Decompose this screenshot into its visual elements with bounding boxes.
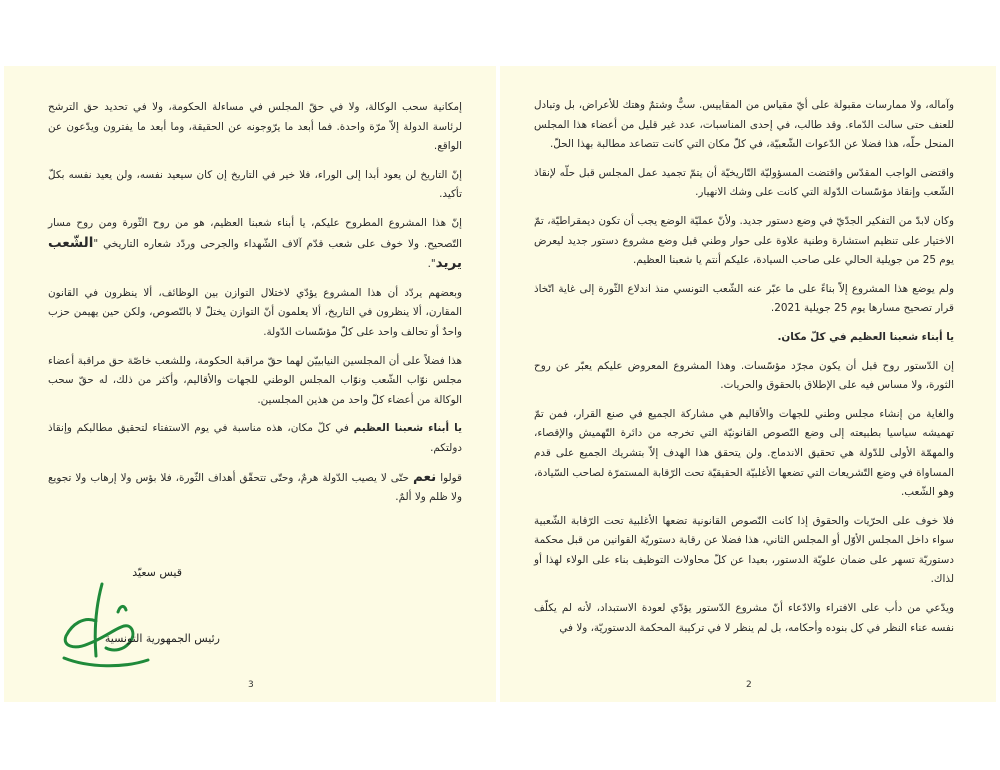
page-left [4,66,500,702]
paragraph-end: ". [427,258,436,271]
paragraph-text: في كلّ مكان، هذه مناسبة في يوم الاستفتاء لتحقيق مطالبكم وإنقاذ دولتكم. [48,422,462,454]
page-number: 2 [746,680,752,690]
paragraph: إنّ التاريخ لن يعود أبدا إلى الوراء، فلا خير في التاريخ إن كان سيعيد نفسه، ولن يعيد نفسه بكلّ تأكيد. [48,168,462,201]
paragraph [48,419,462,458]
paragraph: ويدّعي من دأب على الافتراء والادّعاء أنّ مشروع الدّستور يؤدّي لعودة الاستبداد، لأنه لم يكلّف نفسه عناء النظر في كل بنوده وأحكامه، بل لم ينظر لا في تركيبة المحكمة الدستوريّة، ولا في [534,602,954,634]
paragraph [48,214,462,275]
paragraph: فلا خوف على الحرّيات والحقوق إذا كانت النّصوص القانونية تضعها الأغلبية تحت الرّقابة الشّعبية سواء داخل المجلس الأوّل أو المجلس الثاني، هذا فضلا عن رقابة دستوريّة القوانين من قبل محكمة دستوريّة تسهر على ضمان علويّة الدستور، بعيدا عن كلّ محاولات التوظيف بناء على الولاء لهذا أو لذاك. [534,514,954,586]
paragraph-text: قولوا [436,471,462,484]
address-bold: يا أبناء شعبنا العظيم [353,422,462,435]
page-number: 3 [248,680,254,690]
paragraph: إن الدّستور روح قبل أن يكون مجرّد مؤسّسات. وهذا المشروع المعروض عليكم يعبّر عن روح الثورة، ولا مساس فيه على الإطلاق بالحقوق والحريات. [534,359,954,392]
paragraph: واقتضى الواجب المقدّس واقتضت المسؤوليّة التّاريخيّة أن يتمّ تجميد عمل المجلس قبل حلّه لإنقاذ الشّعب وإنقاذ مؤسّسات الدّولة التي كانت على وشك الانهيار. [534,166,954,199]
right-page-text [534,96,954,647]
section-heading: يا أبناء شعبنا العظيم في كلّ مكان. [777,330,954,343]
signature-name: قيس سعيّد [132,566,182,579]
paragraph: ولم يوضع هذا المشروع إلاّ بناءً على ما عبّر عنه الشّعب التونسي منذ اندلاع الثّورة إلى غاية اتّخاذ قرار تصحيح مسارها يوم 25 جويلية 2021. [534,282,954,315]
paragraph: وبعضهم يردّد أن هذا المشروع يؤدّي لاختلال التوازن بين الوظائف، ألا ينظرون في القانون المقارن، ألا ينظرون في التاريخ، ألا يعلمون أنّ التوازن يختلّ لا بالنّصوص، ولكن حين يهيمن حزب واحدٌ أو تحالف واحد على كلّ مؤسّسات الدّولة. [48,286,462,338]
paragraph: هذا فضلاً على أن المجلسين النيابييّن لهما حقّ مراقبة الحكومة، وللشعب خاصّة حق مراقبة أعضاء مجلس نوّاب الشّعب ونوّاب المجلس الوطني للجهات والأقاليم، وأكثر من ذلك، له حقّ سحب الوكالة من أعضاء كلّ واحد من هذين المجلسين. [48,354,462,406]
paragraph [48,468,462,508]
page-right [500,66,996,702]
naam-bold: نعم [412,468,437,485]
paragraph-text: حتّى لا يصيب الدّولة هرمٌ، وحتّى تتحقّق أهداف الثّورة، فلا بؤس ولا إرهاب ولا تجويع ولا ظلم ولا ألمٌ. [48,471,462,504]
left-page-text [48,98,462,517]
paragraph: وكان لابدّ من التفكير الجدّيّ في وضع دستور جديد. ولأنّ عمليّة الوضع يجب أن تكون ديمقراطيّة، تمّ الاختيار على تنظيم استشارة وطنية علاوة على حوار وطني قبل وضع مشروع دستور جديد ليعرض يوم 25 من جويلية الحالي على صاحب السيادة، عليكم أنتم يا شعبنا العظيم. [534,214,954,267]
paragraph: إمكانية سحب الوكالة، ولا في حقّ المجلس في مساءلة الحكومة، ولا في تحديد حق الترشح لرئاسة الدولة إلاّ مرّة واحدة. فما أبعد ما يرّوجونه عن الحقيقة، وما أبعد ما يفترون ويدّعون عن الواقع. [48,101,462,153]
paragraph: وآماله، ولا ممارسات مقبولة على أيّ مقياس من المقاييس. سبٌّ وشتمٌ وهتك للأعراض، بل وتبادل للعنف حتى سالت الدّماء. وقد طالب، في إحدى المناسبات، عدد غير قليل من أعضاء هذا المجلس المنحل حلّه، هذا فضلا عن الدّعوات الشّعبيّة، في كلّ مكان التي كانت تتصاعد مطالبة بهذا الحلّ. [534,99,954,151]
slogan-bold: الشّعب يريد [48,234,462,272]
paragraph-text: إنّ هذا المشروع المطروح عليكم، يا أبناء شعبنا العظيم، هو من روح الثّورة ومن روح مسار التّصحيح. ولا خوف على شعب قدّم آلاف الشّهداء والجرحى وردّد شعاره التاريخي " [48,216,462,250]
paragraph: والغاية من إنشاء مجلس وطني للجهات والأقاليم هي مشاركة الجميع في صنع القرار، فمن تمّ تهميشه سياسيا بطبيعته إلى وضع النّصوص القانونيّة التي تخرجه من دائرة التّهميش والإقصاء، والمهمّة الأولى للدّولة هي تحقيق الاندماج. ولن يتحقق هذا الهدف إلاّ بتشريك الجميع على قدم المساواة في وضع التّشريعات التي تضعها الأغلبيّة الحقيقيّة تحت الرّقابة المستمرّة لصاحب السّيادة، وهو الشّعب. [534,407,954,499]
signature-title: رئيس الجمهورية التونسية [104,632,220,645]
handwritten-signature [44,576,154,676]
